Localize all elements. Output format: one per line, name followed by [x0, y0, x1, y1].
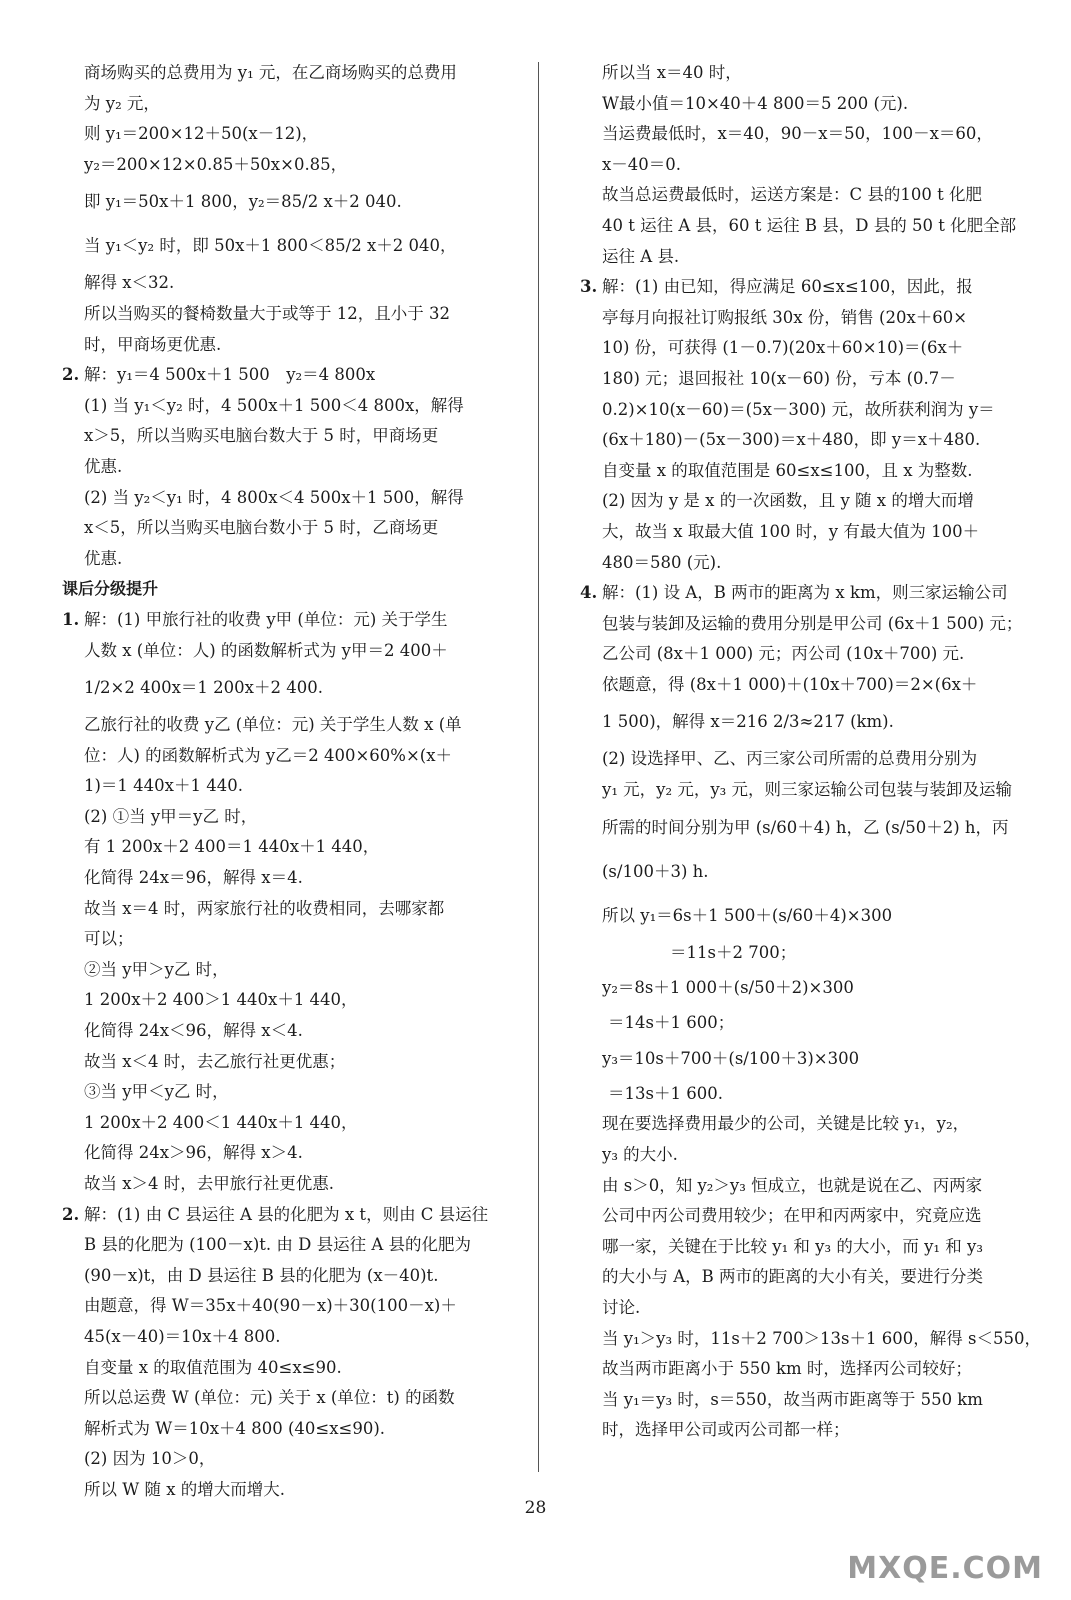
- line-text: ＝14s＋1 600；: [608, 1013, 735, 1033]
- line-text: 解析式为 W＝10x＋4 800 (40≤x≤90).: [84, 1418, 386, 1438]
- text-line: [580, 89, 1028, 120]
- line-text: y₁ 元，y₂ 元，y₃ 元，则三家运输公司包装与装卸及运输: [602, 780, 1013, 800]
- line-text: 优惠.: [84, 456, 123, 476]
- text-line: [580, 303, 1028, 334]
- line-text: 运往 A 县.: [602, 246, 680, 266]
- line-text: 1/2×2 400x＝1 200x＋2 400.: [84, 678, 323, 698]
- line-text: 依题意，得 (8x＋1 000)＋(10x＋700)＝2×(6x＋: [602, 674, 978, 694]
- text-line: [62, 863, 510, 894]
- line-text: 解：(1) 由 C 县运往 A 县的化肥为 x t，则由 C 县运往: [84, 1204, 489, 1224]
- column-divider: [538, 62, 539, 1472]
- line-text: B 县的化肥为 (100－x)t. 由 D 县运往 A 县的化肥为: [84, 1235, 472, 1255]
- line-text: 480＝580 (元).: [602, 552, 722, 572]
- line-text: 故当总运费最低时，运送方案是：C 县的100 t 化肥: [602, 185, 982, 205]
- text-line: [580, 1201, 1028, 1232]
- text-line: [62, 574, 510, 605]
- item-number: 4.: [580, 583, 598, 603]
- line-text: 所以 W 随 x 的增大而增大.: [84, 1479, 285, 1499]
- text-line: [580, 333, 1028, 364]
- line-text: 自变量 x 的取值范围是 60≤x≤100，且 x 为整数.: [602, 460, 973, 480]
- text-line: [62, 89, 510, 120]
- line-text: 化简得 24x＞96，解得 x＞4.: [84, 1143, 303, 1163]
- text-line: [62, 391, 510, 422]
- text-line: [580, 364, 1028, 395]
- text-line: [62, 924, 510, 955]
- text-line: [62, 605, 510, 636]
- line-text: 故当两市距离小于 550 km 时，选择丙公司较好；: [602, 1359, 972, 1379]
- line-text: (2) 因为 y 是 x 的一次函数，且 y 随 x 的增大而增: [602, 491, 974, 511]
- line-text: ③当 y甲＜y乙 时，: [84, 1082, 229, 1102]
- line-text: W最小值＝10×40＋4 800＝5 200 (元).: [602, 93, 909, 113]
- text-line: [62, 360, 510, 391]
- line-text: 有 1 200x＋2 400＝1 440x＋1 440，: [84, 837, 380, 857]
- line-text: 包装与装卸及运输的费用分别是甲公司 (6x＋1 500) 元；: [602, 613, 1023, 633]
- text-line: [580, 119, 1028, 150]
- text-line: [62, 421, 510, 452]
- text-line: [580, 1385, 1028, 1416]
- line-text: (6x＋180)－(5x－300)＝x＋480，即 y＝x＋480.: [602, 430, 981, 450]
- line-text: 解：(1) 甲旅行社的收费 y甲 (单位：元) 关于学生: [84, 609, 448, 629]
- text-line: [580, 180, 1028, 211]
- line-text: 时，选择甲公司或丙公司都一样；: [602, 1420, 850, 1440]
- text-line: [62, 1016, 510, 1047]
- line-text: 可以；: [84, 929, 134, 949]
- line-text: (2) 因为 10＞0，: [84, 1449, 216, 1469]
- text-line: [580, 1079, 1028, 1110]
- text-line: [62, 1169, 510, 1200]
- text-line: [62, 1322, 510, 1353]
- line-text: 大，故当 x 取最大值 100 时，y 有最大值为 100＋: [602, 521, 980, 541]
- text-line: [580, 1324, 1041, 1355]
- line-text: 1 200x＋2 400＞1 440x＋1 440，: [84, 990, 358, 1010]
- text-line: [62, 802, 510, 833]
- line-text: (90－x)t，由 D 县运往 B 县的化肥为 (x－40)t.: [84, 1265, 439, 1285]
- text-line: [62, 1261, 510, 1292]
- page-number: 28: [524, 1498, 547, 1518]
- line-text: 故当 x＞4 时，去甲旅行社更优惠.: [84, 1174, 335, 1193]
- line-text: 40 t 运往 A 县，60 t 运往 B 县，D 县的 50 t 化肥全部: [602, 215, 1017, 235]
- text-line: [62, 894, 510, 925]
- line-text: 当 y₁＝y₃ 时，s＝550，故当两市距离等于 550 km: [602, 1389, 983, 1409]
- line-text: 所以 y₁＝6s＋1 500＋(s/60＋4)×300: [602, 905, 893, 925]
- line-text: 1 200x＋2 400＜1 440x＋1 440，: [84, 1112, 358, 1132]
- text-line: [580, 211, 1028, 242]
- text-line: [580, 58, 1028, 89]
- line-text: 由题意，得 W＝35x＋40(90－x)＋30(100－x)＋: [84, 1296, 457, 1316]
- text-line: [62, 1353, 510, 1384]
- line-text: 1 500)，解得 x＝216 2/3≈217 (km).: [602, 712, 894, 732]
- text-line: [580, 486, 1028, 517]
- text-line: [62, 180, 510, 224]
- text-line: [62, 483, 510, 514]
- text-line: [62, 771, 510, 802]
- text-line: [62, 452, 510, 483]
- line-text: 由 s＞0，知 y₂＞y₃ 恒成立，也就是说在乙、丙两家: [602, 1175, 983, 1195]
- line-text: 亭每月向报社订购报纸 30x 份，销售 (20x＋60×: [602, 307, 968, 327]
- text-line: [62, 224, 510, 268]
- text-line: [580, 938, 1028, 969]
- line-text: ＝11s＋2 700；: [670, 942, 797, 962]
- line-text: 现在要选择费用最少的公司，关键是比较 y₁，y₂，: [602, 1114, 970, 1134]
- line-text: 化简得 24x＜96，解得 x＜4.: [84, 1021, 303, 1041]
- text-line: [62, 832, 510, 863]
- line-text: 自变量 x 的取值范围为 40≤x≤90.: [84, 1357, 342, 1377]
- text-line: [62, 1138, 510, 1169]
- line-text: (2) 设选择甲、乙、丙三家公司所需的总费用分别为: [602, 749, 978, 769]
- line-text: 所以当 x＝40 时，: [602, 63, 742, 82]
- line-text: ②当 y甲＞y乙 时，: [84, 959, 229, 979]
- line-text: x＞5，所以当购买电脑台数大于 5 时，甲商场更: [84, 426, 439, 446]
- line-text: 故当 x＜4 时，去乙旅行社更优惠；: [84, 1051, 346, 1071]
- line-text: 故当 x＝4 时，两家旅行社的收费相同，去哪家都: [84, 898, 445, 918]
- item-number: 1.: [62, 609, 80, 629]
- text-line: [62, 119, 510, 150]
- watermark-logo: MXQE.COM: [847, 1551, 1043, 1586]
- text-line: [580, 150, 1028, 181]
- line-text: 180) 元；退回报社 10(x－60) 份，亏本 (0.7－: [602, 368, 956, 388]
- line-text: 1)＝1 440x＋1 440.: [84, 776, 243, 796]
- text-line: [580, 1262, 1028, 1293]
- text-line: [580, 1354, 1028, 1385]
- text-line: [580, 1171, 1028, 1202]
- text-line: [62, 955, 510, 986]
- text-line: [580, 775, 1028, 806]
- line-text: x＜5，所以当购买电脑台数小于 5 时，乙商场更: [84, 518, 439, 538]
- text-line: [62, 330, 510, 361]
- text-line: [62, 544, 510, 575]
- line-text: ＝13s＋1 600.: [608, 1083, 723, 1103]
- text-line: [580, 395, 1028, 426]
- text-line: [62, 1444, 510, 1475]
- text-line: [62, 1414, 510, 1445]
- text-line: [62, 1108, 510, 1139]
- text-line: [580, 609, 1028, 640]
- text-line: [580, 1293, 1028, 1324]
- text-line: [62, 1047, 510, 1078]
- text-line: [62, 1230, 510, 1261]
- text-line: [580, 1039, 1028, 1079]
- text-line: [580, 242, 1028, 273]
- text-line: [62, 513, 510, 544]
- line-text: y₃＝10s＋700＋(s/100＋3)×300: [602, 1048, 860, 1068]
- line-text: 位：人) 的函数解析式为 y乙＝2 400×60%×(x＋: [84, 745, 453, 765]
- line-text: 乙旅行社的收费 y乙 (单位：元) 关于学生人数 x (单: [84, 715, 462, 735]
- text-line: [580, 968, 1028, 1008]
- text-line: [62, 985, 510, 1016]
- text-line: [62, 150, 510, 181]
- text-line: [580, 517, 1028, 548]
- text-line: [580, 425, 1028, 456]
- text-line: [62, 268, 510, 299]
- text-line: [62, 1077, 510, 1108]
- text-line: [580, 894, 1028, 938]
- line-text: 解：(1) 设 A，B 两市的距离为 x km，则三家运输公司: [602, 583, 1008, 603]
- text-line: [62, 741, 510, 772]
- text-line: [62, 58, 510, 89]
- line-text: 公司中丙公司费用较少；在甲和丙两家中，究竟应选: [602, 1206, 982, 1226]
- text-line: [62, 1291, 510, 1322]
- text-line: [580, 700, 1028, 744]
- text-line: [580, 744, 1028, 775]
- line-text: 解：y₁＝4 500x＋1 500 y₂＝4 800x: [84, 365, 376, 385]
- text-line: [580, 548, 1028, 579]
- text-line: [580, 1415, 1028, 1446]
- line-text: y₂＝200×12×0.85＋50x×0.85，: [84, 154, 348, 174]
- line-text: 当 y₁＜y₂ 时，即 50x＋1 800＜85/2 x＋2 040，: [84, 236, 457, 256]
- line-text: 课后分级提升: [62, 579, 159, 599]
- text-line: [580, 806, 1028, 850]
- line-text: 即 y₁＝50x＋1 800，y₂＝85/2 x＋2 040.: [84, 192, 402, 212]
- line-text: 乙公司 (8x＋1 000) 元；丙公司 (10x＋700) 元.: [602, 644, 965, 664]
- text-line: [580, 456, 1028, 487]
- line-text: (2) ①当 y甲＝y乙 时，: [84, 806, 258, 826]
- text-line: [580, 1232, 1028, 1263]
- text-line: [580, 639, 1028, 670]
- line-text: 化简得 24x＝96，解得 x＝4.: [84, 868, 303, 888]
- line-text: 当 y₁＞y₃ 时，11s＋2 700＞13s＋1 600，解得 s＜550，: [602, 1328, 1041, 1348]
- text-line: [62, 299, 510, 330]
- line-text: 为 y₂ 元，: [84, 93, 160, 113]
- text-line: [580, 1140, 1028, 1171]
- text-line: [580, 670, 1028, 701]
- line-text: 优惠.: [84, 548, 123, 568]
- left-column: [62, 58, 510, 1506]
- text-line: [580, 1109, 1028, 1140]
- line-text: 则 y₁＝200×12＋50(x－12)，: [84, 124, 319, 144]
- line-text: 商场购买的总费用为 y₁ 元，在乙商场购买的总费用: [84, 63, 457, 82]
- line-text: 所以当购买的餐椅数量大于或等于 12，且小于 32: [84, 303, 450, 323]
- text-line: [62, 710, 510, 741]
- right-column: [580, 58, 1041, 1446]
- line-text: 所以总运费 W (单位：元) 关于 x (单位：t) 的函数: [84, 1388, 455, 1408]
- line-text: 解：(1) 由已知，得应满足 60≤x≤100，因此，报: [602, 277, 973, 297]
- line-text: x－40＝0.: [602, 154, 682, 174]
- text-line: [62, 636, 510, 667]
- line-text: 45(x－40)＝10x＋4 800.: [84, 1326, 281, 1346]
- line-text: y₂＝8s＋1 000＋(s/50＋2)×300: [602, 978, 854, 998]
- text-line: [580, 1008, 1028, 1039]
- text-line: [580, 578, 1028, 609]
- line-text: 时，甲商场更优惠.: [84, 334, 222, 354]
- text-line: [62, 1383, 510, 1414]
- text-line: [62, 1200, 510, 1231]
- line-text: 10) 份，可获得 (1－0.7)(20x＋60×10)＝(6x＋: [602, 338, 964, 358]
- item-number: 3.: [580, 277, 598, 297]
- line-text: (2) 当 y₂＜y₁ 时，4 800x＜4 500x＋1 500，解得: [84, 487, 464, 507]
- line-text: 当运费最低时，x＝40，90－x＝50，100－x＝60，: [602, 124, 993, 144]
- line-text: 人数 x (单位：人) 的函数解析式为 y甲＝2 400＋: [84, 640, 448, 660]
- line-text: (s/100＋3) h.: [602, 861, 709, 881]
- line-text: 哪一家，关键在于比较 y₁ 和 y₃ 的大小，而 y₁ 和 y₃: [602, 1236, 983, 1256]
- line-text: 的大小与 A，B 两市的距离的大小有关，要进行分类: [602, 1267, 984, 1287]
- line-text: 讨论.: [602, 1298, 641, 1317]
- text-line: [580, 272, 1028, 303]
- line-text: y₃ 的大小.: [602, 1145, 678, 1165]
- line-text: (1) 当 y₁＜y₂ 时，4 500x＋1 500＜4 800x，解得: [84, 395, 464, 415]
- item-number: 2.: [62, 1204, 80, 1224]
- item-number: 2.: [62, 365, 80, 385]
- line-text: 所需的时间分别为甲 (s/60＋4) h，乙 (s/50＋2) h，丙: [602, 817, 1009, 837]
- text-line: [580, 850, 1028, 894]
- line-text: 0.2)×10(x－60)＝(5x－300) 元，故所获利润为 y＝: [602, 399, 995, 419]
- line-text: 解得 x＜32.: [84, 273, 175, 293]
- text-line: [62, 666, 510, 710]
